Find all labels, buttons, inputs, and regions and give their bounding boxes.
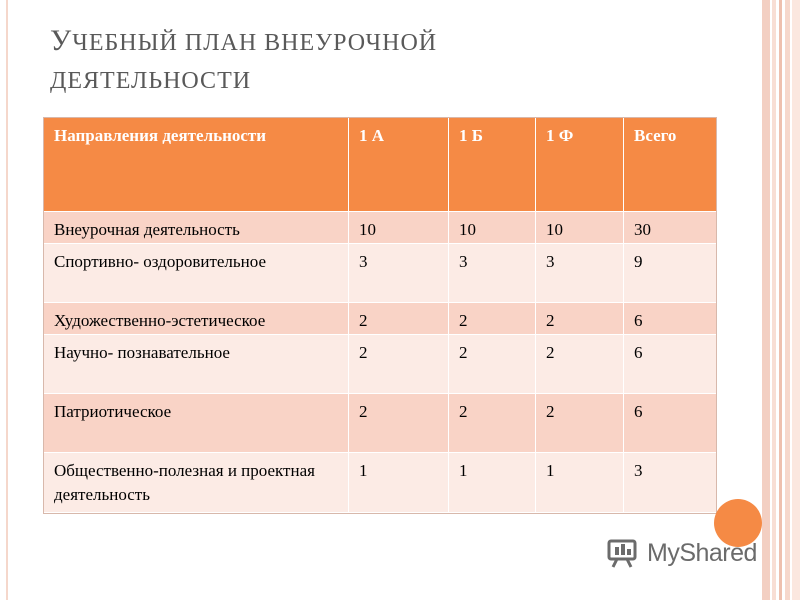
header-class-1a: 1 А <box>349 118 449 212</box>
cell-direction: Художественно-эстетическое <box>44 303 349 335</box>
right-decor-stripe <box>772 0 776 600</box>
cell-1a: 2 <box>349 394 449 453</box>
header-direction: Направления деятельности <box>44 118 349 212</box>
table-row <box>44 244 718 303</box>
cell-direction: Патриотическое <box>44 394 349 453</box>
header-class-1b: 1 Б <box>449 118 536 212</box>
cell-1f: 2 <box>536 303 624 335</box>
myshared-logo-icon <box>607 537 641 569</box>
cell-direction: Научно- познавательное <box>44 335 349 394</box>
table-row <box>44 453 718 513</box>
cell-1a: 10 <box>349 212 449 244</box>
cell-1f: 1 <box>536 453 624 513</box>
cell-1f: 3 <box>536 244 624 303</box>
slide-title <box>50 22 650 100</box>
cell-1b: 2 <box>449 303 536 335</box>
right-decor-stripe <box>785 0 790 600</box>
cell-total: 6 <box>624 303 718 335</box>
cell-1b: 2 <box>449 394 536 453</box>
table-row <box>44 394 718 453</box>
table-row <box>44 303 718 335</box>
cell-direction: Общественно-полезная и проектная деятельность <box>44 453 349 513</box>
cell-total: 30 <box>624 212 718 244</box>
left-decor-line <box>6 0 8 600</box>
right-decor-stripe <box>792 0 800 600</box>
cell-1b: 3 <box>449 244 536 303</box>
cell-1f: 10 <box>536 212 624 244</box>
curriculum-table <box>43 117 718 513</box>
right-decor-stripe <box>779 0 782 600</box>
cell-1b: 2 <box>449 335 536 394</box>
title-line1: ЧЕБНЫЙ ПЛАН ВНЕУРОЧНОЙ <box>72 30 438 56</box>
table-row <box>44 335 718 394</box>
cell-1a: 1 <box>349 453 449 513</box>
header-total: Всего <box>624 118 718 212</box>
table-row <box>44 212 718 244</box>
myshared-watermark <box>607 536 757 570</box>
cell-1f: 2 <box>536 335 624 394</box>
title-initial: У <box>50 24 73 57</box>
cell-total: 6 <box>624 335 718 394</box>
cell-total: 9 <box>624 244 718 303</box>
cell-1a: 2 <box>349 303 449 335</box>
cell-direction: Внеурочная деятельность <box>44 212 349 244</box>
cell-1b: 1 <box>449 453 536 513</box>
right-decor-stripe <box>762 0 770 600</box>
cell-1a: 2 <box>349 335 449 394</box>
watermark-text: MyShared <box>647 538 757 567</box>
cell-total: 6 <box>624 394 718 453</box>
header-class-1f: 1 Ф <box>536 118 624 212</box>
cell-1b: 10 <box>449 212 536 244</box>
table-header-row <box>44 118 718 212</box>
cell-1a: 3 <box>349 244 449 303</box>
cell-direction: Спортивно- оздоровительное <box>44 244 349 303</box>
cell-total: 3 <box>624 453 718 513</box>
cell-1f: 2 <box>536 394 624 453</box>
title-line2: ДЕЯТЕЛЬНОСТИ <box>50 68 252 94</box>
